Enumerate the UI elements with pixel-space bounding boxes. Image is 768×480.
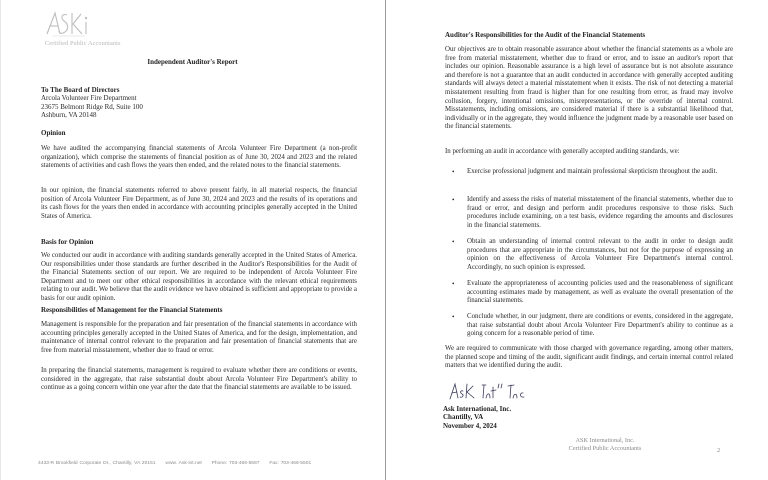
management-paragraph-1: Management is responsible for the preparation and fair presentation of the financial statements in accordance with accounting principles generally accepted in the United States of America, and for the design, implementation, and maintenance of internal control relevant to the preparation and fair presentation of financial statements that are free from material misstatement, whether due to fraud or error. <box>41 321 357 354</box>
section-heading-auditor-responsibilities: Auditor's Responsibilities for the Audit of the Financial Statements <box>445 31 646 39</box>
addressee-line: 23675 Belmont Ridge Rd, Suite 100 <box>41 102 143 111</box>
list-item-text: Obtain an understanding of internal control relevant to the audit in order to design audit procedures that are appropriate in the circumstances, but not for the purpose of expressing an opinion on the effectiveness of Arcola Volunteer Fire Department's internal control. Accordingly, no such opinion is expressed. <box>467 238 733 271</box>
signature-icon <box>448 381 548 403</box>
page-number: 2 <box>717 447 721 454</box>
addressee-line: To The Board of Directors <box>41 86 120 94</box>
addressee-line: Ashburn, VA 20148 <box>41 110 97 119</box>
footer-phone: Phone: 703-466-5597 <box>211 461 260 466</box>
footer-website: www. Ask-int.net <box>165 461 202 466</box>
signing-firm: Ask International, Inc. <box>443 405 512 413</box>
letterhead-footer <box>38 461 319 466</box>
aski-logo-icon <box>45 10 93 38</box>
section-heading-management: Responsibilities of Management for the Financial Statements <box>41 306 223 314</box>
firm-footer <box>530 437 680 453</box>
report-title: Independent Auditor's Report <box>147 58 238 66</box>
management-paragraph-2: In preparing the financial statements, management is required to evaluate whether there are conditions or events, considered in the aggregate, that raise substantial doubt about Arcola Volunteer Fire Department's ability to continue as a going concern within one year after the date that the financial statements are available to be issued. <box>41 367 357 392</box>
list-item-text: Conclude whether, in our judgment, there are conditions or events, considered in the aggregate, that raise substantial doubt about Arcola Volunteer Fire Department's ability to continue as a going concern for a reasonable period of time. <box>467 313 733 338</box>
bullet-icon: • <box>452 168 455 176</box>
opinion-paragraph-1: We have audited the accompanying financial statements of Arcola Volunteer Fire Department (a non-profit organization), which comprise the statements of financial position as of June 30, 2024 and 2023 and the related statements of activities and cash flows the years then ended, and the related notes to the financial statements. <box>41 145 357 170</box>
bullet-icon: • <box>452 238 455 246</box>
governance-paragraph: We are required to communicate with those charged with governance regarding, among other matters, the planned scope and timing of the audit, significant audit findings, and certain internal control related matters that we identified during the audit. <box>445 345 733 370</box>
page-divider <box>385 0 386 480</box>
auditor-procedures-intro: In performing an audit in accordance with generally accepted auditing standards, we: <box>445 148 680 155</box>
basis-paragraph: We conducted our audit in accordance with auditing standards generally accepted in the United States of America. Our responsibilities under those standards are further described in the Auditor's Responsibilities for the Audit of the Financial Statements section of our report. We are required to be independent of Arcola Volunteer Fire Department and to meet our other ethical responsibilities in accordance with the relevant ethical requirements relating to our audit. We believe that the audit evidence we have obtained is sufficient and appropriate to provide a basis for our audit opinion. <box>41 252 357 302</box>
list-item-text: Exercise professional judgment and maintain professional skepticism throughout the audit. <box>467 168 718 175</box>
bullet-icon: • <box>452 280 455 288</box>
signing-location: Chantilly, VA <box>443 413 484 422</box>
signature-block <box>443 405 511 430</box>
firm-footer-name: ASK International, Inc. <box>575 437 635 444</box>
footer-address: 4433-R Brookfield Corporate Dr., Chantilly, VA 20151 <box>38 461 156 466</box>
addressee-line: Arcola Volunteer Fire Department <box>41 94 137 103</box>
list-item-text: Identify and assess the risks of material misstatement of the financial statements, whether due to fraud or error, and design and perform audit procedures responsive to those risks. Such procedures include examining, on a test basis, evidence regarding the amounts and disclosures in the financial statements. <box>467 196 733 229</box>
firm-footer-tagline: Certified Public Accountants <box>568 445 642 452</box>
list-item-text: Evaluate the appropriateness of accounting policies used and the reasonableness of significant accounting estimates made by management, as well as evaluate the overall presentation of the financial statements. <box>467 280 733 305</box>
section-heading-opinion: Opinion <box>41 129 66 137</box>
page-edge <box>0 0 1 480</box>
footer-fax: Fax: 703-466-5501 <box>269 461 312 466</box>
section-heading-basis: Basis for Opinion <box>41 238 94 246</box>
bullet-icon: • <box>452 313 455 321</box>
opinion-paragraph-2: In our opinion, the financial statements referred to above present fairly, in all material respects, the financial position of Arcola Volunteer Fire Department, as of June 30, 2024 and 2023 and the results of its operations and its cash flows for the years then ended in accordance with accounting principles generally accepted in the United States of America. <box>41 187 357 220</box>
bullet-icon: • <box>452 196 455 204</box>
addressee-block <box>41 86 143 119</box>
logo-tagline: Certified Public Accountants <box>45 40 121 47</box>
report-date: November 4, 2024 <box>443 421 497 430</box>
auditor-objectives-paragraph: Our objectives are to obtain reasonable assurance about whether the financial statements as a whole are free from material misstatement, whether due to fraud or error, and to issue an auditor's report that includes our opinion. Reasonable assurance is a high level of assurance but is not absolute assurance and therefore is not a guarantee that an audit conducted in accordance with generally accepted auditing standards will always detect a material misstatement when it exists. The risk of not detecting a material misstatement resulting from fraud is higher than for one resulting from error, as fraud may involve collusion, forgery, intentional omissions, misrepresentations, or the override of internal control. Misstatements, including omissions, are considered material if there is a substantial likelihood that, individually or in the aggregate, they would influence the judgment made by a reasonable user based on the financial statements. <box>445 46 733 131</box>
